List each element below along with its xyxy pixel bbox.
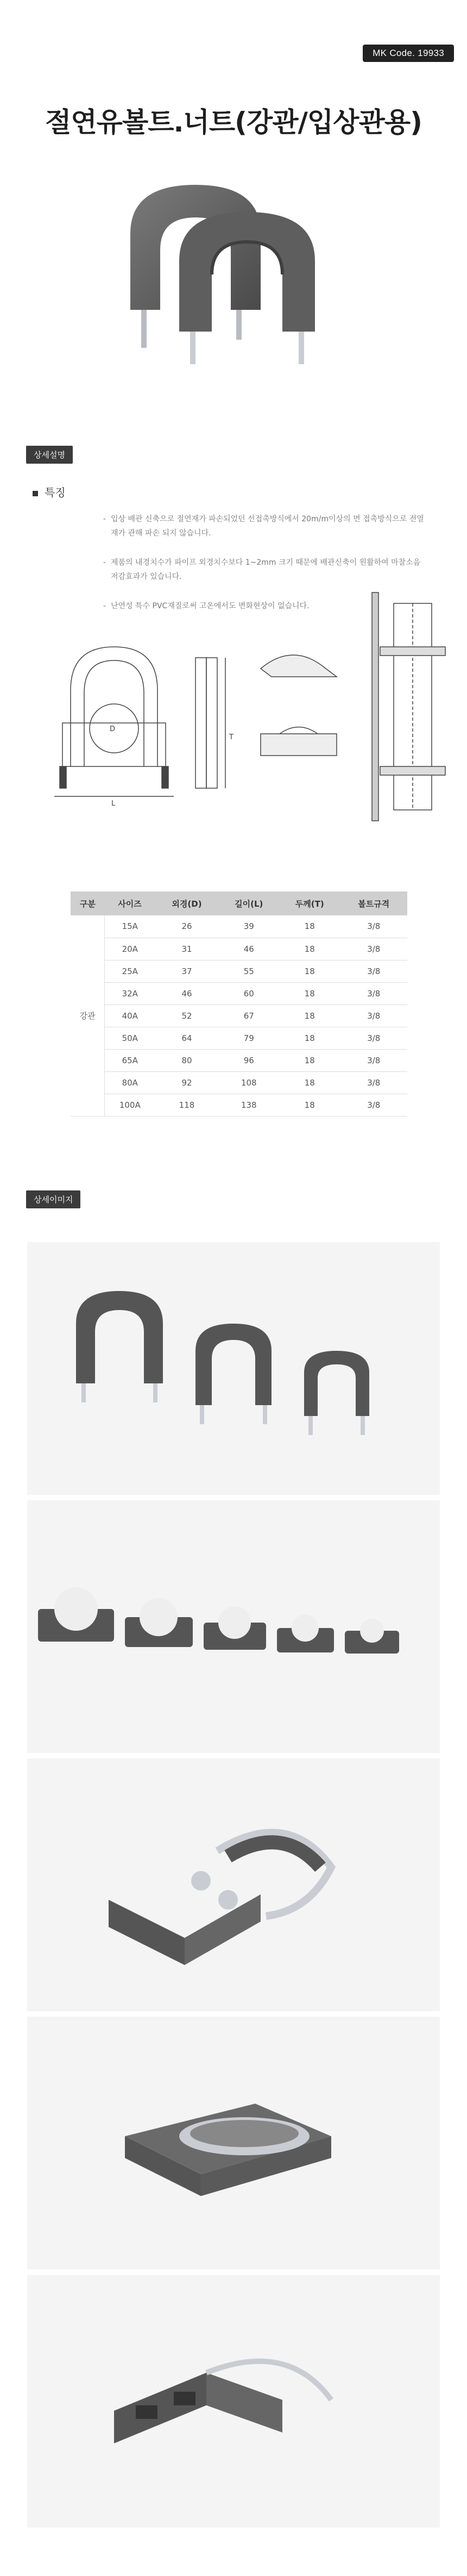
table-cell: 32A: [105, 982, 155, 1005]
table-cell: 3/8: [340, 1071, 407, 1094]
table-row: [71, 1094, 407, 1116]
table-cell: 80A: [105, 1071, 155, 1094]
table-cell: 3/8: [340, 1049, 407, 1071]
table-cell: 26: [155, 915, 218, 938]
feature-item: - 난연성 특수 PVC재질로써 고온에서도 변화현상이 없습니다.: [103, 599, 429, 613]
table-row: [71, 960, 407, 982]
table-cell: 3/8: [340, 982, 407, 1005]
table-cell: 3/8: [340, 1005, 407, 1027]
table-row: [71, 1027, 407, 1049]
product-photo-top-angle: [27, 2275, 440, 2528]
table-cell: 50A: [105, 1027, 155, 1049]
table-cell: 18: [279, 1005, 340, 1027]
table-cell: 3/8: [340, 938, 407, 960]
table-cell: 118: [155, 1094, 218, 1116]
table-cell: 3/8: [340, 1094, 407, 1116]
table-cell: 65A: [105, 1049, 155, 1071]
diagram-label-d: D: [110, 725, 116, 733]
table-cell: 96: [219, 1049, 279, 1071]
table-cell: 3/8: [340, 915, 407, 938]
table-cell: 67: [219, 1005, 279, 1027]
table-cell: 18: [279, 1049, 340, 1071]
page-title: 절연유볼트.너트(강관/입상관용): [45, 107, 422, 138]
table-cell: 80: [155, 1049, 218, 1071]
spec-table: [71, 891, 407, 1117]
column-header: 길이(L): [219, 891, 279, 915]
table-row: [71, 982, 407, 1005]
product-photo-three-sizes: [27, 1242, 440, 1495]
table-cell: 60: [219, 982, 279, 1005]
table-cell: 55: [219, 960, 279, 982]
table-cell: 46: [219, 938, 279, 960]
feature-item: - 제품의 내경치수가 파이프 외경치수보다 1~2mm 크기 때문에 배관신축이 원활하여 마찰소음 저감효과가 있습니다.: [103, 556, 429, 584]
table-cell: 46: [155, 982, 218, 1005]
column-header: 외경(D): [155, 891, 218, 915]
table-cell: 3/8: [340, 960, 407, 982]
column-header: 두께(T): [279, 891, 340, 915]
table-row: [71, 938, 407, 960]
table-cell: 31: [155, 938, 218, 960]
product-photo-five-sizes: [27, 1500, 440, 1753]
table-cell: 18: [279, 1071, 340, 1094]
feature-item: - 입상 배관 신축으로 절연재가 파손되었던 선접촉방식에서 20m/m이상의 면 접촉방식으로 전열재가 관해 파손 되지 않습니다.: [103, 512, 429, 540]
table-header-row: [71, 891, 407, 915]
table-cell: 40A: [105, 1005, 155, 1027]
square-bullet-icon: [33, 491, 38, 496]
table-cell: 3/8: [340, 1027, 407, 1049]
table-cell: 18: [279, 982, 340, 1005]
product-photo-assembly-parts: [27, 1758, 440, 2011]
table-cell: 52: [155, 1005, 218, 1027]
table-cell: 25A: [105, 960, 155, 982]
table-cell: 92: [155, 1071, 218, 1094]
section-label-detail-desc: 상세설명: [26, 446, 73, 464]
table-cell: 37: [155, 960, 218, 982]
product-photo-side-angle: [27, 2017, 440, 2269]
table-cell: 64: [155, 1027, 218, 1049]
feature-heading: 특징: [33, 484, 66, 500]
group-cell: 강관: [71, 915, 105, 1116]
table-cell: 18: [279, 960, 340, 982]
table-cell: 100A: [105, 1094, 155, 1116]
column-header: 사이즈: [105, 891, 155, 915]
table-cell: 108: [219, 1071, 279, 1094]
table-cell: 18: [279, 1027, 340, 1049]
table-cell: 18: [279, 915, 340, 938]
table-row: [71, 915, 407, 938]
table-cell: 79: [219, 1027, 279, 1049]
table-row: [71, 1005, 407, 1027]
table-body: [71, 915, 407, 1116]
column-header: 볼트규격: [340, 891, 407, 915]
product-code-badge: MK Code. 19933: [363, 45, 454, 62]
diagram-label-l: L: [111, 800, 116, 808]
table-row: [71, 1071, 407, 1094]
table-cell: 15A: [105, 915, 155, 938]
table-row: [71, 1049, 407, 1071]
table-cell: 18: [279, 938, 340, 960]
table-cell: 18: [279, 1094, 340, 1116]
table-cell: 39: [219, 915, 279, 938]
table-cell: 20A: [105, 938, 155, 960]
technical-diagram: [33, 587, 456, 826]
hero-product-image: [119, 174, 348, 370]
section-label-detail-image: 상세이미지: [26, 1190, 80, 1208]
column-header: 구분: [71, 891, 105, 915]
table-cell: 138: [219, 1094, 279, 1116]
diagram-label-t: T: [229, 733, 234, 741]
